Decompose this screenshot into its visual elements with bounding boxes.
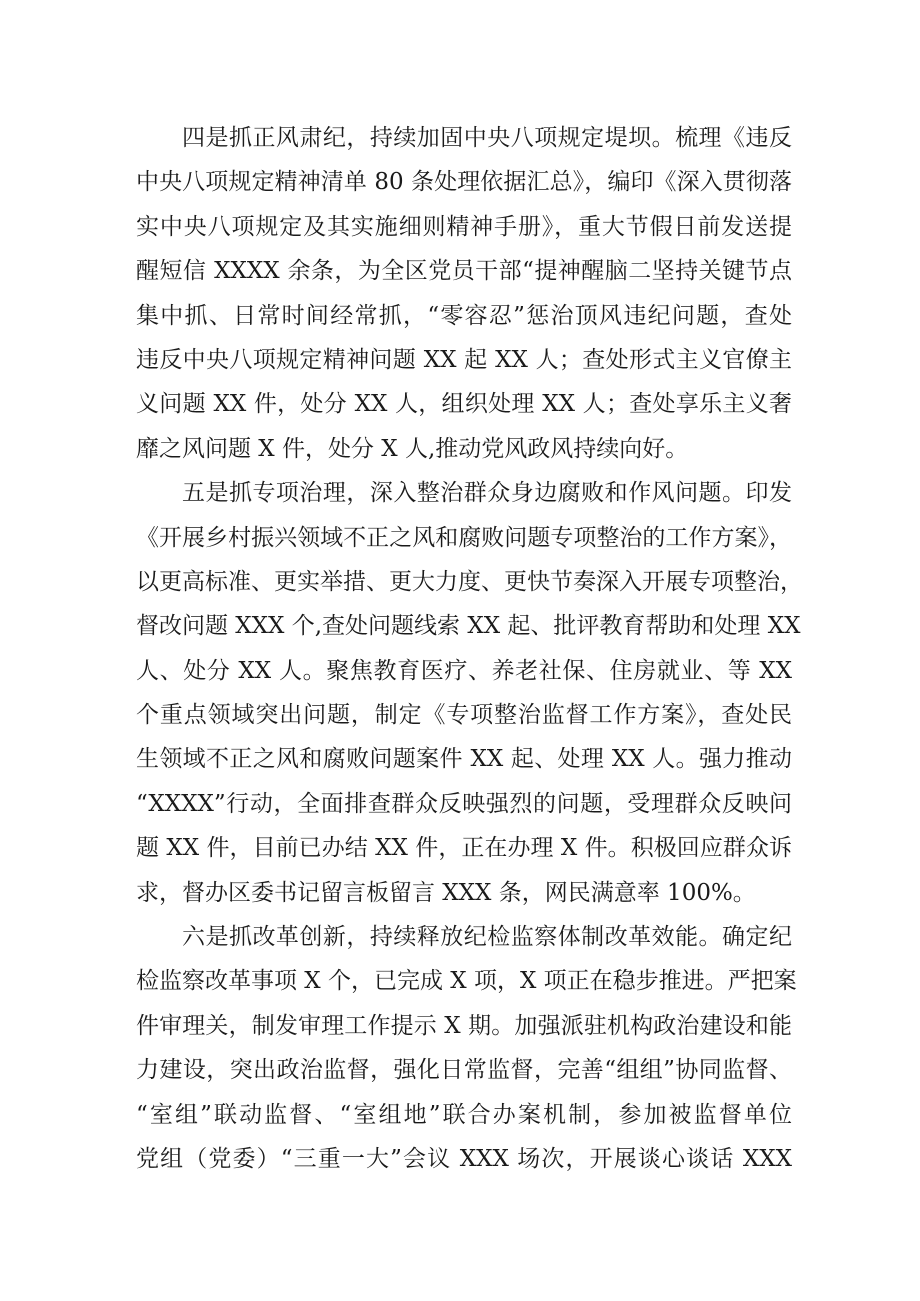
text-line: “室组”联动监督、“室组地”联合办案机制，参加被监督单位 (136, 1101, 792, 1128)
text-line: 个重点领域突出问题，制定《专项整治监督工作方案》，查处民 (136, 702, 792, 729)
text-line: 六是抓改革创新，持续释放纪检监察体制改革效能。确定纪 (182, 924, 792, 951)
text-line: 生领域不正之风和腐败问题案件 XX 起、处理 XX 人。强力推动 (136, 746, 792, 773)
text-line: 集中抓、日常时间经常抓，“零容忍”惩治顶风违纪问题，查处 (136, 302, 792, 329)
text-line: 党组（党委）“三重一大”会议 XXX 场次，开展谈心谈话 XXX (136, 1145, 792, 1172)
text-line: 《开展乡村振兴领域不正之风和腐败问题专项整治的工作方案》， (136, 524, 792, 551)
text-line: 醒短信 XXXX 余条，为全区党员干部“提神醒脑二坚持关键节点 (136, 258, 792, 285)
paragraph-five (136, 471, 803, 915)
paragraph-six (136, 915, 797, 1181)
text-line: 违反中央八项规定精神问题 XX 起 XX 人；查处形式主义官僚主 (136, 346, 792, 373)
text-line: 义问题 XX 件，处分 XX 人，组织处理 XX 人；查处享乐主义奢 (136, 391, 792, 418)
text-line: 靡之风问题 X 件，处分 X 人,推动党风政风持续向好。 (136, 435, 689, 462)
text-line: 力建设，突出政治监督，强化日常监督，完善“组组”协同监督、 (136, 1057, 792, 1084)
paragraph-four (136, 116, 792, 471)
text-line: 实中央八项规定及其实施细则精神手册》，重大节假日前发送提 (136, 213, 792, 240)
text-line: “XXXX”行动，全面排查群众反映强烈的问题，受理群众反映问 (136, 790, 792, 817)
text-line: 人、处分 XX 人。聚焦教育医疗、养老社保、住房就业、等 XX (136, 657, 792, 684)
text-line: 件审理关，制发审理工作提示 X 期。加强派驻机构政治建设和能 (136, 1012, 792, 1039)
text-line: 题 XX 件，目前已办结 XX 件，正在办理 X 件。积极回应群众诉 (136, 835, 792, 862)
text-line: 督改问题 XXX 个,查处问题线索 XX 起、批评教育帮助和处理 XX (136, 613, 801, 640)
document-body (136, 116, 803, 1181)
text-line: 以更高标准、更实举措、更大力度、更快节奏深入开展专项整治， (136, 568, 803, 595)
text-line: 求，督办区委书记留言板留言 XXX 条，网民满意率 100%。 (136, 879, 756, 906)
text-line: 五是抓专项治理，深入整治群众身边腐败和作风问题。印发 (182, 480, 792, 507)
text-line: 中央八项规定精神清单 80 条处理依据汇总》，编印《深入贯彻落 (136, 169, 792, 196)
text-line: 四是抓正风肃纪，持续加固中央八项规定堤坝。梳理《违反 (182, 125, 792, 151)
text-line: 检监察改革事项 X 个，已完成 X 项，X 项正在稳步推进。严把案 (136, 968, 797, 995)
